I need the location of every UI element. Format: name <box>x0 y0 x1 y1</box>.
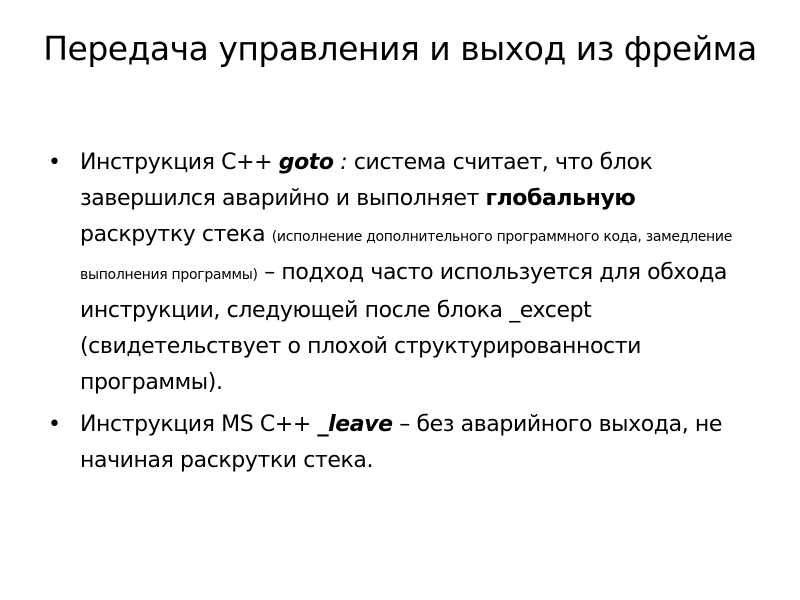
keyword-goto: goto <box>278 150 334 175</box>
bullet-text-part: – без аварийного выхода, не начиная раскрутки стека. <box>80 412 723 473</box>
bullet-text-part: – подход часто используется для обхода инструкции, следующей после блока _except (свидетельствует о плохой структурированности программы). <box>80 260 727 395</box>
bullet-item-leave <box>44 407 749 479</box>
bullet-text-part: Инструкция MS C++ <box>80 412 318 437</box>
bullet-text-part: Инструкция С++ <box>80 150 279 175</box>
keyword-leave: _leave <box>317 412 393 437</box>
bullet-text-part: раскрутку стека <box>80 222 272 247</box>
bullet-icon: • <box>48 412 61 437</box>
slide-title: Передача управления и выход из фрейма <box>43 29 757 68</box>
bullet-text-part: : <box>333 150 354 175</box>
bullet-list <box>44 145 749 485</box>
parenthetical-note: (исполнение дополнительного программного кода, замедление выполнения программы) <box>80 229 733 283</box>
bullet-icon: • <box>48 150 61 175</box>
bullet-item-goto <box>44 145 749 401</box>
bullet-text-part: система считает, что блок завершился аварийно и выполняет <box>80 150 653 211</box>
emphasis-global: глобальную <box>485 186 636 211</box>
